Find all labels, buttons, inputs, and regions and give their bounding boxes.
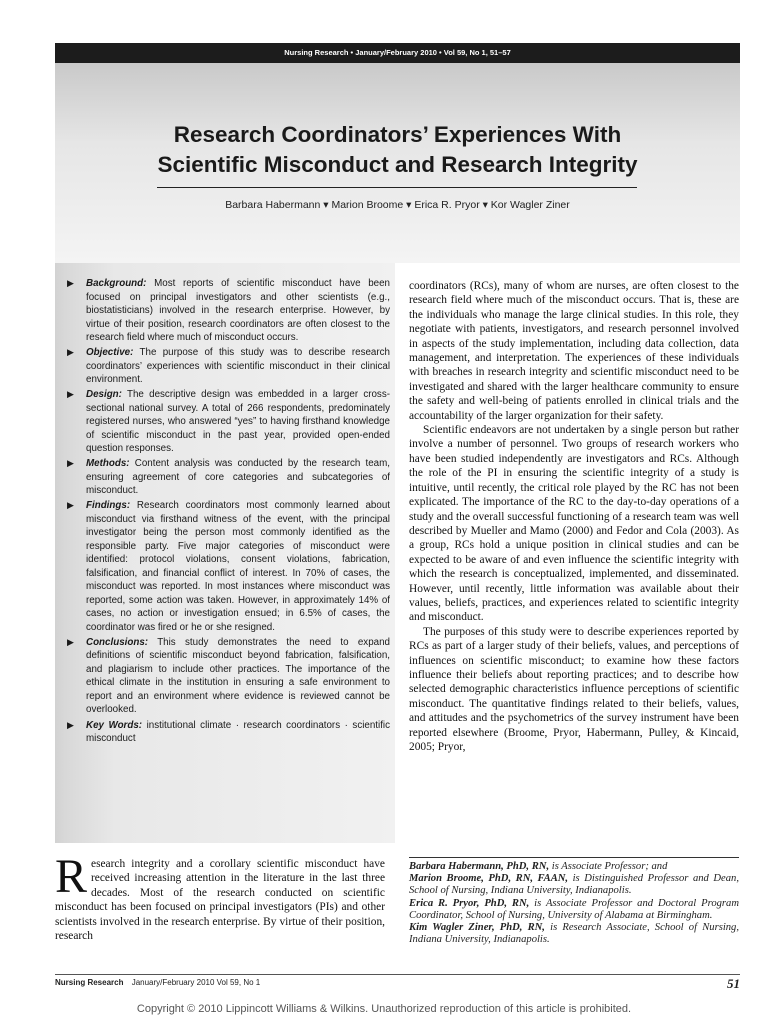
triangle-bullet-icon: ▶ bbox=[67, 458, 74, 469]
abstract-label: Design: bbox=[86, 389, 122, 401]
abstract-label: Background: bbox=[86, 278, 147, 289]
opening-paragraph bbox=[55, 850, 385, 943]
affiliation-divider bbox=[409, 857, 739, 858]
running-head: Nursing Research • January/February 2010 • Vol 59, No 1, 51–57 bbox=[55, 43, 740, 63]
abstract-item bbox=[60, 499, 390, 634]
title-line-1: Research Coordinators’ Experiences With bbox=[173, 122, 622, 147]
abstract-text: Content analysis was conducted by the research team, ensuring agreement of core categories and subcategories of misconduct. bbox=[86, 458, 390, 497]
page-footer bbox=[55, 978, 740, 994]
abstract-item bbox=[60, 346, 390, 387]
author-list: Barbara Habermann ▾ Marion Broome ▾ Erica R. Pryor ▾ Kor Wagler Ziner bbox=[225, 199, 570, 211]
body-column-left bbox=[55, 850, 385, 943]
affiliation-name: Marion Broome, PhD, RN, FAAN, bbox=[409, 873, 569, 885]
affiliation-name: Erica R. Pryor, PhD, RN, bbox=[409, 897, 530, 909]
abstract-text: The purpose of this study was to describe research coordinators’ experiences with scientific misconduct in their clinical environment. bbox=[86, 347, 390, 386]
abstract-text: The descriptive design was embedded in a larger cross-sectional national survey. A total of 266 respondents, predominately registered nurses, who answered “yes” to having firsthand knowledge of scientific misconduct in the past year, provided open-ended question responses. bbox=[86, 389, 390, 455]
title-line-2: Scientific Misconduct and Research Integrity bbox=[157, 152, 638, 177]
abstract-text: This study demonstrates the need to expand definitions of scientific misconduct beyond fabrication, falsification, and plagiarism to include other practices. The importance of the ethical climate in the institution in ensuring a safe environment to report and an environment where evidence is reviewed cannot be overlooked. bbox=[86, 636, 390, 716]
abstract-item bbox=[60, 277, 390, 345]
affiliation-entry bbox=[409, 873, 739, 897]
affiliation-entry bbox=[409, 898, 739, 922]
affiliation-text: is Associate Professor; and bbox=[549, 861, 668, 872]
footer-journal: Nursing Research bbox=[55, 978, 124, 987]
triangle-bullet-icon: ▶ bbox=[67, 719, 74, 730]
abstract-label: Conclusions: bbox=[86, 636, 149, 648]
abstract-label: Findings: bbox=[86, 500, 131, 512]
copyright-notice: Copyright © 2010 Lippincott Williams & Wilkins. Unauthorized reproduction of this article is prohibited. bbox=[136, 1003, 632, 1015]
affiliation-text: is Associate Professor and Doctoral Program Coordinator, School of Nursing, University of Alabama at Birmingham. bbox=[409, 897, 739, 921]
affiliation-entry bbox=[409, 861, 739, 873]
footer-issue: January/February 2010 Vol 59, No 1 bbox=[131, 978, 261, 987]
abstract-list bbox=[60, 277, 390, 747]
abstract-item bbox=[60, 636, 390, 717]
affiliation-text: is Research Associate, School of Nursing, Indiana University, Indianapolis. bbox=[409, 922, 740, 946]
body-column-right bbox=[409, 279, 739, 754]
triangle-bullet-icon: ▶ bbox=[67, 636, 74, 647]
body-paragraph: coordinators (RCs), many of whom are nurses, are often closest to the research field where much of the misconduct occurs. That is, these are the individuals who manage the large clinical studies. In this role, they negotiate with patients, investigators, and research personnel involved in aspects of the study implementation, including data collection, data management, and interpretation. The experiences of these individuals with breaches in research integrity and scientific misconduct need to be investigated and shared with the larger healthcare community to ensure the safety and well-being of patients enrolled in clinical trials and the accountability of the larger organization for their safety. bbox=[409, 280, 739, 422]
triangle-bullet-icon: ▶ bbox=[67, 389, 74, 400]
abstract-label: Methods: bbox=[86, 458, 130, 470]
abstract-text: Most reports of scientific misconduct have been focused on principal investigators and other scientists (e.g., biostatisticians) involved in the research enterprise. However, by virtue of their position, research coordinators are often closest to the research field where much of misconduct occurs. bbox=[86, 278, 390, 343]
triangle-bullet-icon: ▶ bbox=[67, 278, 74, 288]
body-paragraph: Scientific endeavors are not undertaken by a single person but rather involve a number of personnel. Two groups of research workers who have been studied independently are investigators and RCs. Although the role of the PI in ensuring the scientific integrity of a study is intuitive, until recently, the critical role played by the RC has not been explicated. The importance of the RC to the day-to-day operations of a study and the overall successful functioning of a research team was well described by Mueller and Mamo (2000) and Fedor and Cola (2003). As a group, RCs hold a unique position in clinical studies and can be expected to be aware of and even influence the scientific integrity with which the research is conceptualized, implemented, and disseminated. However, until recently, little information was available about their values, beliefs, practices, and experiences related to scientific integrity and misconduct. bbox=[409, 424, 739, 624]
triangle-bullet-icon: ▶ bbox=[67, 500, 74, 511]
affiliation-text: is Distinguished Professor and Dean, School of Nursing, Indiana University, Indianapolis. bbox=[409, 873, 739, 897]
abstract-label: Key Words: bbox=[86, 719, 143, 731]
body-paragraph: The purposes of this study were to describe experiences reported by RCs as part of a larger study of their beliefs, values, and perceptions of influences on scientific misconduct; to examine how these factors influence their beliefs about reporting practices; and to describe how selected demographic characteristics influence perceptions of scientific misconduct. The quantitative findings related to their beliefs, values, and attitudes and the psychometrics of the survey instrument have been reported elsewhere (Broome, Pryor, Habermann, Pulley, & Kincaid, 2005; Pryor, bbox=[409, 625, 739, 753]
abstract-text: Research coordinators most commonly learned about misconduct via firsthand witness of the event, with the principal investigator being the person most commonly identified as the responsible party. Five major categories of misconduct were identified: protocol violations, consent violations, fabrication, falsification, and financial conflict of interest. In 70% of cases, the misconduct was reported. In most instances where misconduct was reported, some action was taken. However, in approximately 14% of cases, no action or investigation ensued; in 6.5% of cases, the coordinator was fired or he or she resigned. bbox=[86, 500, 390, 633]
abstract-item bbox=[60, 388, 390, 456]
page-number: 51 bbox=[727, 976, 740, 991]
abstract-label: Objective: bbox=[86, 347, 134, 359]
abstract-item bbox=[60, 457, 390, 498]
abstract-text: institutional climate · research coordinators · scientific misconduct bbox=[86, 719, 390, 745]
abstract-item bbox=[60, 719, 390, 746]
triangle-bullet-icon: ▶ bbox=[67, 347, 74, 358]
article-title bbox=[55, 120, 740, 180]
author-affiliations bbox=[409, 861, 739, 946]
affiliation-name: Kim Wagler Ziner, PhD, RN, bbox=[409, 922, 545, 934]
drop-cap: R bbox=[55, 850, 88, 903]
title-divider bbox=[157, 187, 637, 188]
opening-text: esearch integrity and a corollary scientific misconduct have received increasing attention in the literature in the last three decades. Most of the research conducted on scientific misconduct has been focused on principal investigators (PIs) and other scientists involved in the research enterprise. By virtue of their position, research bbox=[55, 858, 385, 943]
affiliation-name: Barbara Habermann, PhD, RN, bbox=[409, 861, 550, 872]
affiliation-entry bbox=[409, 922, 739, 946]
footer-divider bbox=[55, 974, 740, 975]
